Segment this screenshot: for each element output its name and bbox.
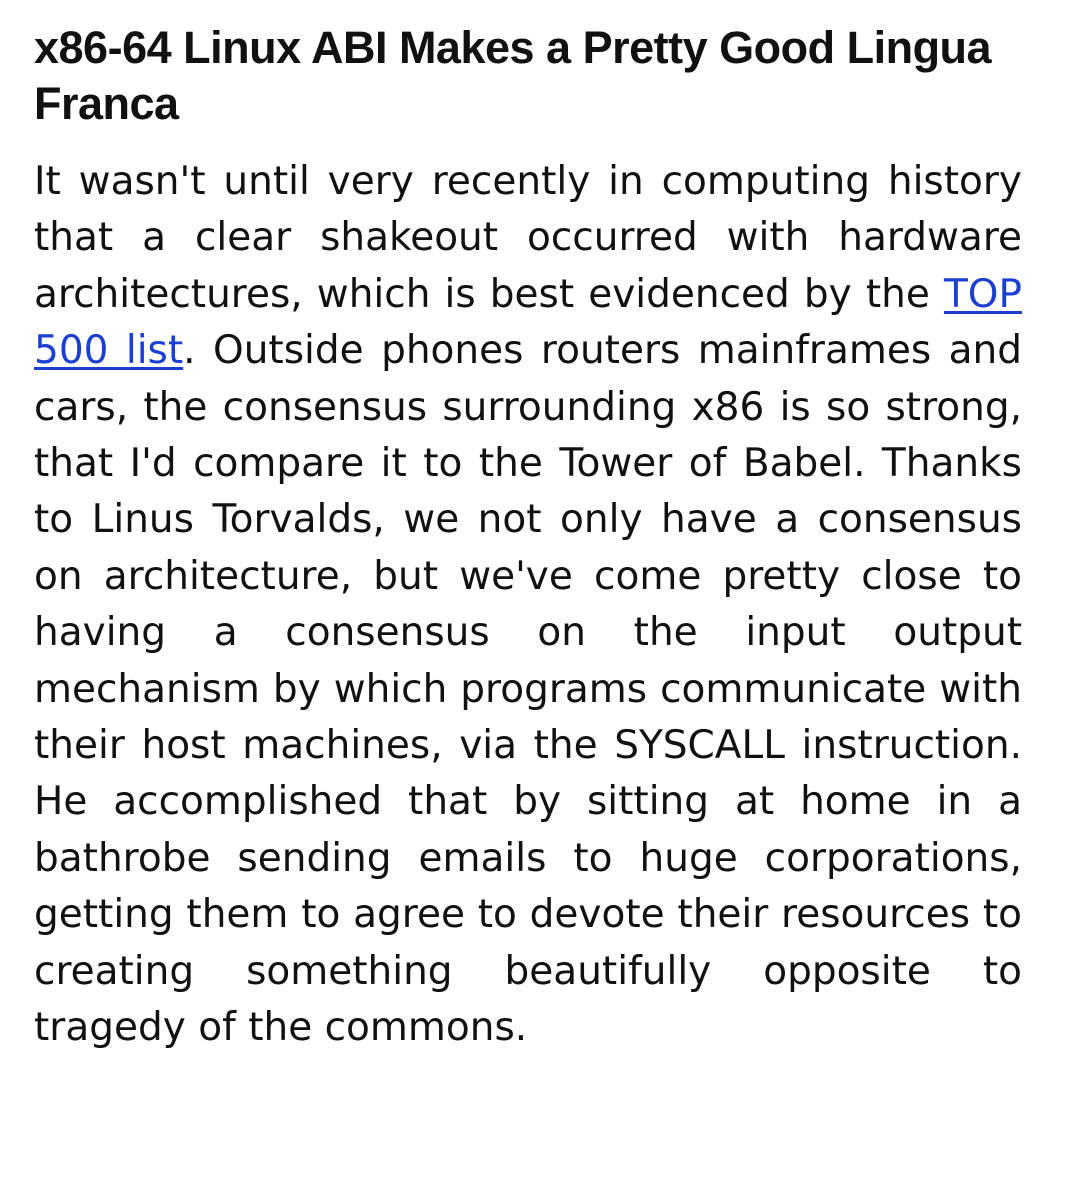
article-heading: x86-64 Linux ABI Makes a Pretty Good Lingua Franca (34, 22, 992, 129)
paragraph-text-after-link: . Outside phones routers mainframes and cars, the consensus surrounding x86 is so strong, that I'd compare it to the Tower of Babel. Thanks to Linus Torvalds, we not only have a consensus on architecture, but we've come pretty close to having a consensus on the input output mechanism by which programs communicate with their host machines, via the SYSCALL instruction. He accomplished that by sitting at home in a bathrobe sending emails to huge corporations, getting them to agree to devote their resources to creating something beautifully opposite to tragedy of the commons. (34, 328, 1022, 1051)
article-paragraph (34, 154, 1022, 1057)
paragraph-text-before-link: It wasn't until very recently in computing history that a clear shakeout occurred with hardware architectures, which is best evidenced by the (34, 159, 1022, 317)
top500-list-link[interactable]: TOP 500 list (34, 271, 1022, 374)
